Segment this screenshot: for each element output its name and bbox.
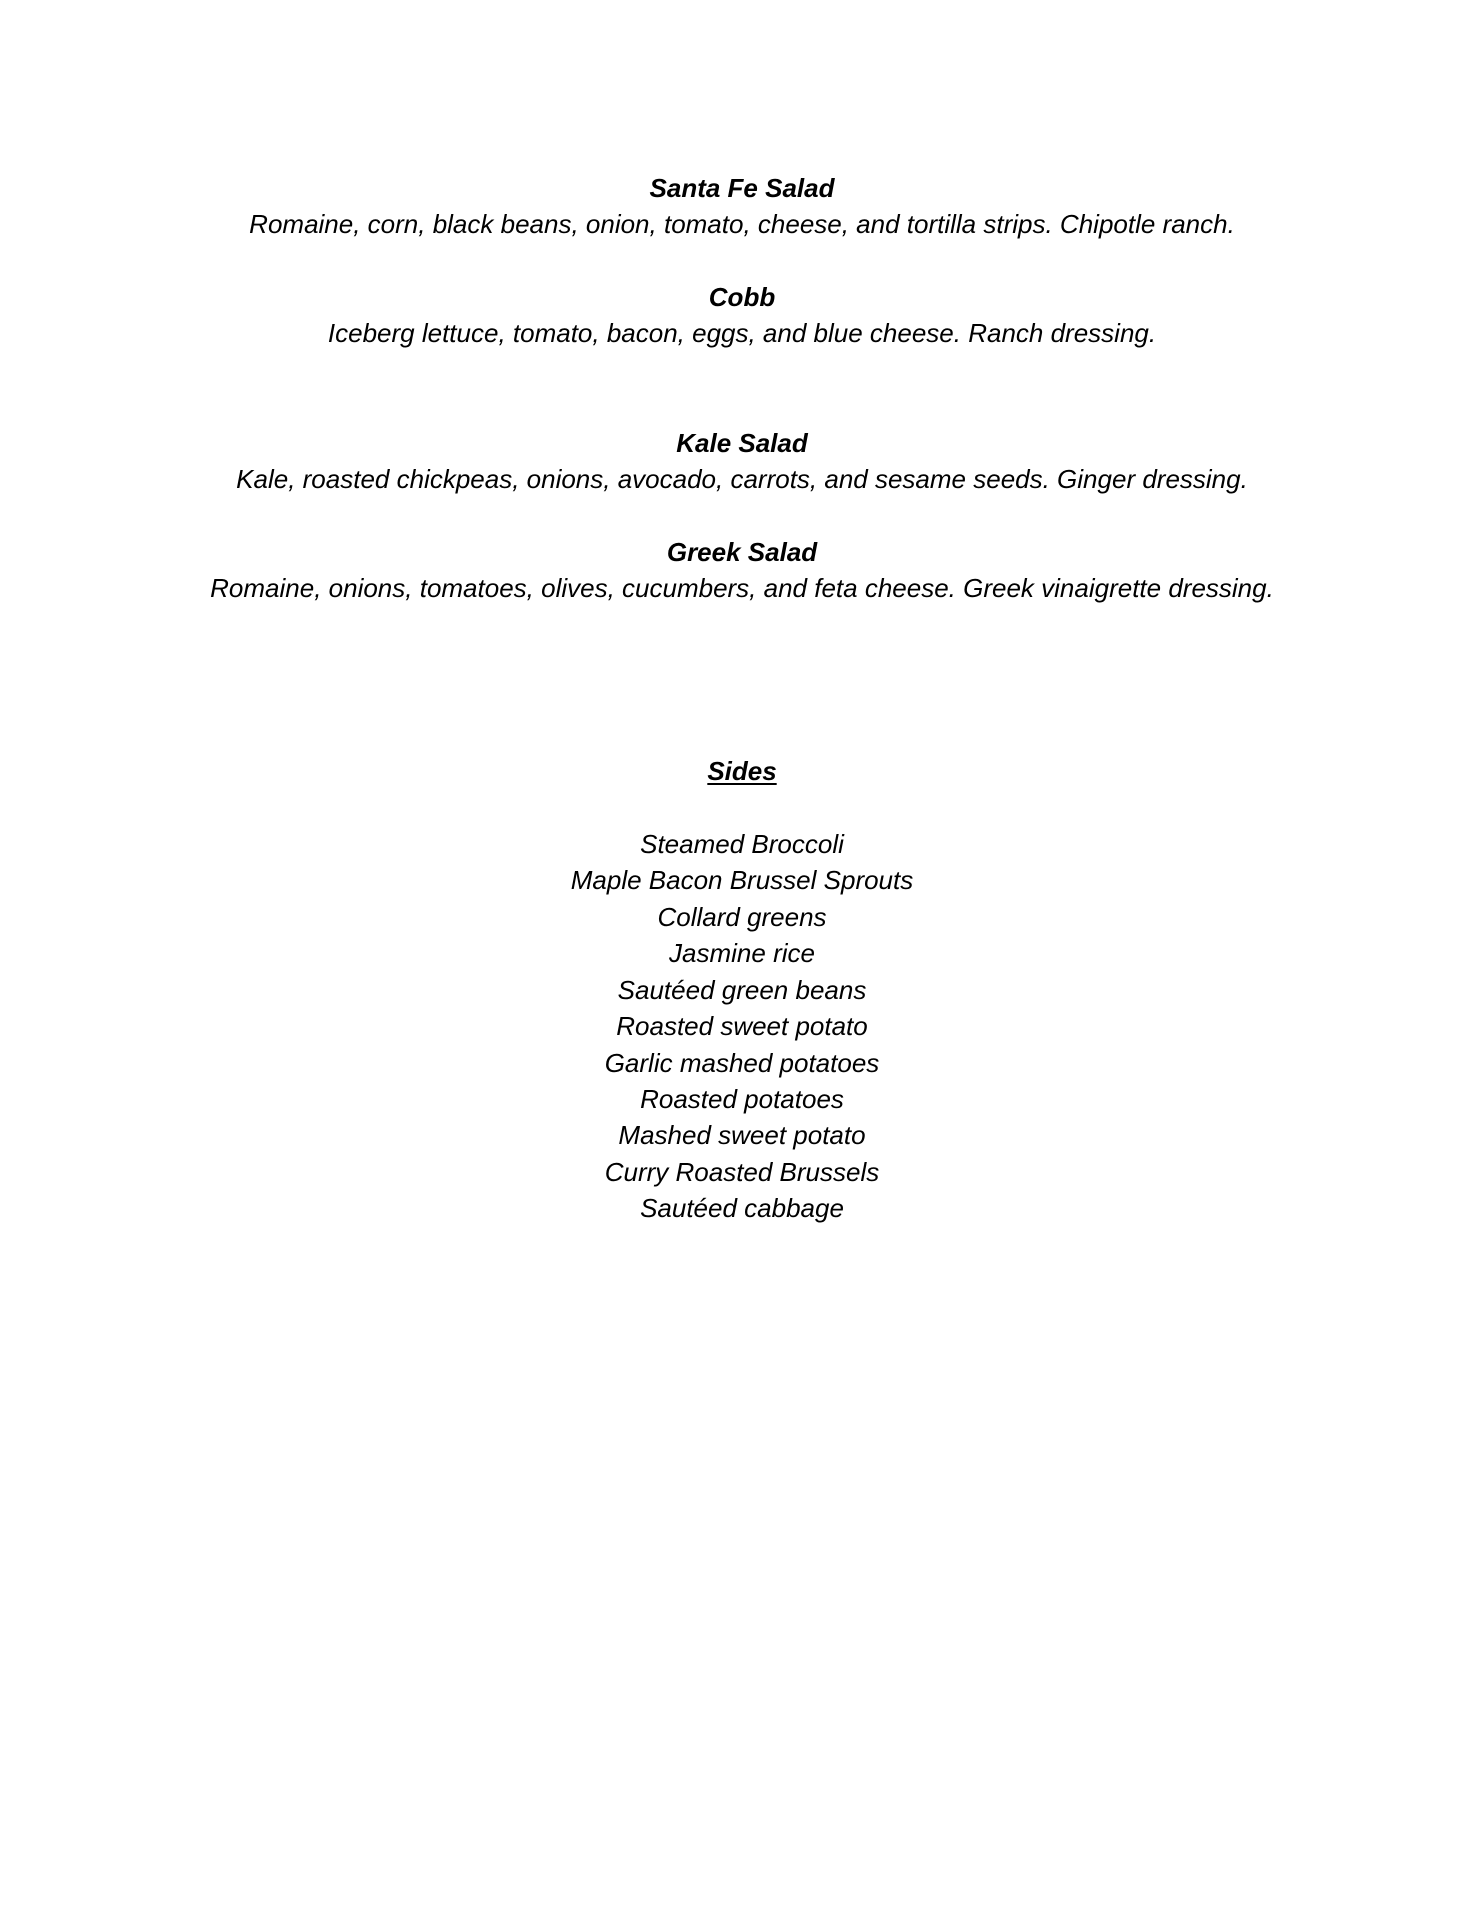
side-item: Sautéed green beans bbox=[617, 975, 867, 1005]
salad-name-santa-fe: Santa Fe Salad bbox=[649, 173, 835, 203]
salad-description-kale: Kale, roasted chickpeas, onions, avocado, carrots, and sesame seeds. Ginger dressing. bbox=[236, 464, 1248, 494]
salad-description-cobb: Iceberg lettuce, tomato, bacon, eggs, and blue cheese. Ranch dressing. bbox=[327, 318, 1157, 348]
salad-description-greek: Romaine, onions, tomatoes, olives, cucumbers, and feta cheese. Greek vinaigrette dressing. bbox=[210, 573, 1274, 603]
salad-name-kale: Kale Salad bbox=[676, 428, 808, 458]
salad-name-greek: Greek Salad bbox=[666, 537, 818, 567]
side-item: Sautéed cabbage bbox=[640, 1193, 844, 1223]
side-item: Jasmine rice bbox=[669, 938, 815, 968]
side-item: Steamed Broccoli bbox=[640, 829, 844, 859]
side-item: Roasted potatoes bbox=[640, 1084, 844, 1114]
salad-name-cobb: Cobb bbox=[708, 282, 776, 312]
salad-description-santa-fe: Romaine, corn, black beans, onion, tomato, cheese, and tortilla strips. Chipotle ranch. bbox=[249, 209, 1235, 239]
side-item: Roasted sweet potato bbox=[616, 1011, 868, 1041]
sides-heading: Sides bbox=[707, 756, 777, 786]
side-item: Collard greens bbox=[657, 902, 827, 932]
side-item: Curry Roasted Brussels bbox=[604, 1157, 880, 1187]
side-item: Mashed sweet potato bbox=[618, 1120, 866, 1150]
side-item: Maple Bacon Brussel Sprouts bbox=[570, 865, 914, 895]
side-item: Garlic mashed potatoes bbox=[604, 1048, 880, 1078]
